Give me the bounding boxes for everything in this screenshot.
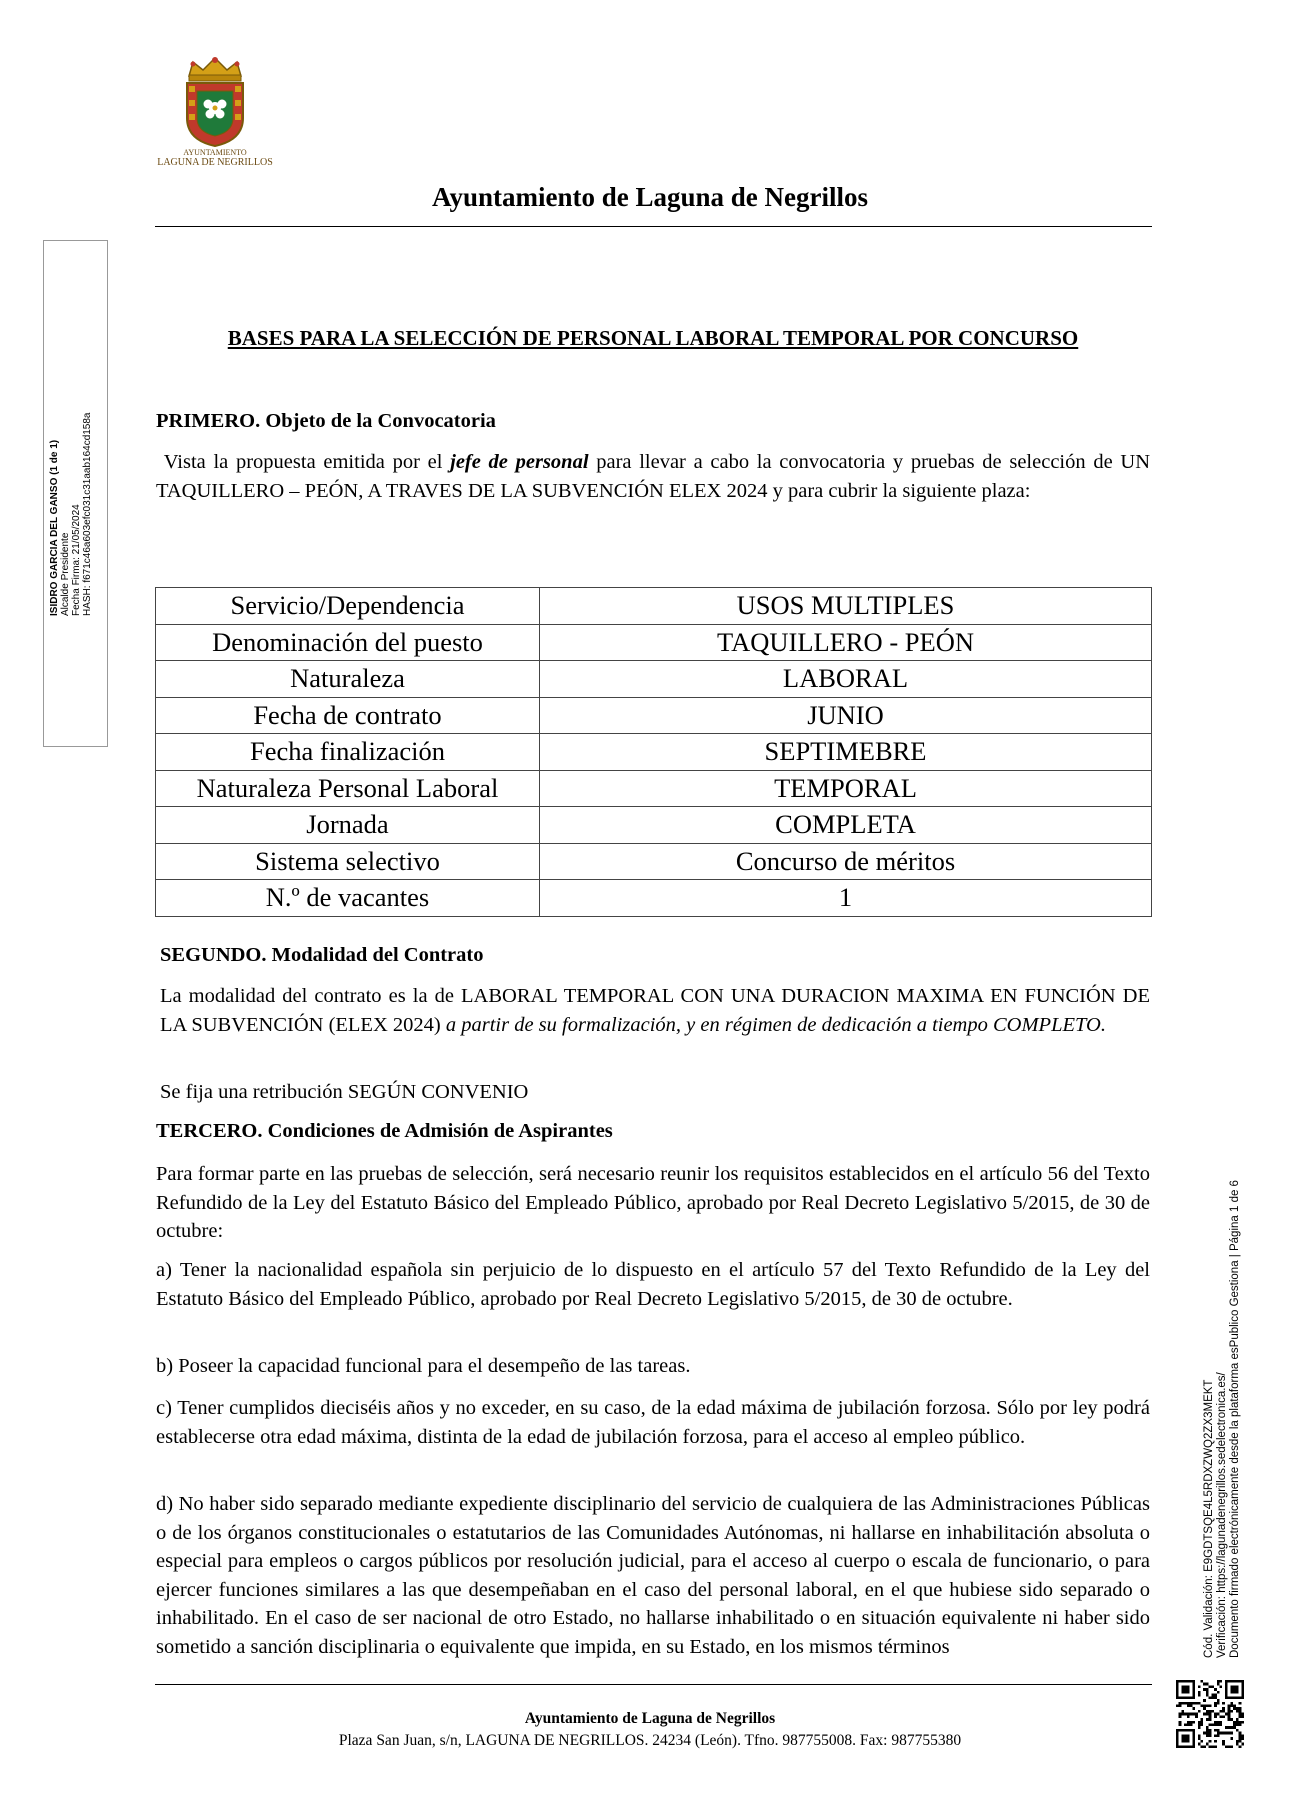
signature-role: Alcalde Presidente — [60, 532, 71, 616]
signature-hash: HASH: f671c46a603efc031c31aab164cd158a — [82, 412, 93, 616]
paragraph-text: La modalidad del contrato es la de LABORAL TEMPORAL CON UNA DURACION MAXIMA EN FUNCIÓN DE LA SUBVENCIÓN (ELEX 2024) — [160, 985, 1150, 1036]
header-divider — [155, 226, 1152, 227]
table-row — [156, 880, 1152, 917]
table-value: Concurso de méritos — [540, 843, 1152, 880]
table-row — [156, 843, 1152, 880]
table-value: COMPLETA — [540, 807, 1152, 844]
footer-address: Plaza San Juan, s/n, LAGUNA DE NEGRILLOS. 24234 (León). Tfno. 987755008. Fax: 987755380 — [338, 1732, 962, 1749]
footer-title: Ayuntamiento de Laguna de Negrillos — [524, 1710, 776, 1727]
table-row — [156, 697, 1152, 734]
signature-date: Fecha Firma: 21/05/2024 — [71, 504, 82, 616]
section-paragraph-tercero: Para formar parte en las pruebas de selección, será necesario reunir los requisitos establecidos en el artículo 56 del Texto Refundido de la Ley del Estatuto Básico del Empleado Público, aprobado por Real Decreto Legislativo 5/2015, de 30 de octubre: — [156, 1163, 1150, 1242]
retribution-line: Se fija una retribución SEGÚN CONVENIO — [160, 1081, 529, 1103]
validation-note: Documento firmado electrónicamente desde la plataforma esPublico Gestiona | Página 1 de 6 — [1229, 1180, 1241, 1658]
requirement-c: c) Tener cumplidos dieciséis años y no exceder, en su caso, de la edad máxima de jubilación forzosa. Sólo por ley podrá establecerse otra edad máxima, distinta de la edad de jubilación forzosa, para el acceso al empleo público. — [156, 1397, 1150, 1448]
validation-code: Cód. Validación: E9GDTSQE4L5RDXZWQ2ZX3MEKT — [1203, 1379, 1215, 1658]
requirement-a: a) Tener la nacionalidad española sin perjuicio de lo dispuesto en el artículo 57 del Texto Refundido de la Ley del Estatuto Básico del Empleado Público, aprobado por Real Decreto Legislativo 5/2015, de 30 de octubre. — [156, 1259, 1150, 1310]
job-details-table — [155, 587, 1152, 917]
validation-info — [1198, 1140, 1250, 1660]
logo-caption-bottom: LAGUNA DE NEGRILLOS — [157, 157, 273, 168]
paragraph-italic-text: a partir de su formalización, y en régimen de dedicación a tiempo COMPLETO. — [445, 1013, 1106, 1036]
paragraph-text-end: para llevar a cabo la convocatoria y pruebas de selección de UN TAQUILLERO – PEÓN, A TRAVES DE LA SUBVENCIÓN ELEX 2024 y para cubrir la siguiente plaza: — [156, 451, 1151, 502]
municipal-logo — [150, 56, 280, 176]
table-row — [156, 588, 1152, 625]
section-paragraph-segundo — [160, 982, 1150, 1039]
table-value: TAQUILLERO - PEÓN — [540, 624, 1152, 661]
table-label: Fecha de contrato — [156, 697, 540, 734]
section-heading-tercero: TERCERO. Condiciones de Admisión de Aspirantes — [156, 1120, 613, 1142]
requirement-b: b) Poseer la capacidad funcional para el desempeño de las tareas. — [156, 1355, 691, 1377]
table-label: Naturaleza Personal Laboral — [156, 770, 540, 807]
table-value: LABORAL — [540, 661, 1152, 698]
document-title: BASES PARA LA SELECCIÓN DE PERSONAL LABORAL TEMPORAL POR CONCURSO — [227, 326, 1079, 350]
signature-info — [43, 388, 106, 618]
footer-divider — [155, 1684, 1152, 1685]
section-heading-primero: PRIMERO. Objeto de la Convocatoria — [156, 410, 496, 432]
section-paragraph-primero — [156, 448, 1150, 505]
paragraph-text-start: Vista la propuesta emitida por el — [163, 451, 451, 473]
table-label: Jornada — [156, 807, 540, 844]
requirement-d: d) No haber sido separado mediante expediente disciplinario del servicio de cualquiera de las Administraciones Públicas o de los órganos constitucionales o estatutarios de las Comunidades Autónomas, ni hallarse en inhabilitación absoluta o especial para empleos o cargos públicos por resolución judicial, para el acceso al cuerpo o escala de funcionario, o para ejercer funciones similares a las que desempeñaban en el caso del personal laboral, en el que hubiese sido separado o inhabilitado. En el caso de ser nacional de otro Estado, no hallarse inhabilitado o en situación equivalente ni haber sido sometido a sanción disciplinaria o equivalente que impida, en su Estado, en los mismos términos — [156, 1493, 1150, 1658]
table-label: Servicio/Dependencia — [156, 588, 540, 625]
table-label: Naturaleza — [156, 661, 540, 698]
table-value: 1 — [540, 880, 1152, 917]
table-value: USOS MULTIPLES — [540, 588, 1152, 625]
table-row — [156, 734, 1152, 771]
logo-caption-top: AYUNTAMIENTO — [183, 148, 247, 157]
signature-name: ISIDRO GARCIA DEL GANSO (1 de 1) — [49, 439, 60, 616]
validation-url: Verificación: https://lagunadenegrillos.sedelectronica.es/ — [1216, 1372, 1228, 1658]
table-label: N.º de vacantes — [156, 880, 540, 917]
header-title: Ayuntamiento de Laguna de Negrillos — [431, 182, 869, 212]
section-heading-segundo: SEGUNDO. Modalidad del Contrato — [160, 944, 484, 966]
table-value: JUNIO — [540, 697, 1152, 734]
table-label: Fecha finalización — [156, 734, 540, 771]
table-value: SEPTIMEBRE — [540, 734, 1152, 771]
coat-of-arms-icon — [175, 56, 255, 148]
table-row — [156, 770, 1152, 807]
table-row — [156, 624, 1152, 661]
table-label: Sistema selectivo — [156, 843, 540, 880]
table-label: Denominación del puesto — [156, 624, 540, 661]
qr-code-icon — [1176, 1680, 1244, 1748]
table-row — [156, 807, 1152, 844]
table-value: TEMPORAL — [540, 770, 1152, 807]
paragraph-emphasis: jefe de personal — [450, 451, 589, 473]
table-row — [156, 661, 1152, 698]
